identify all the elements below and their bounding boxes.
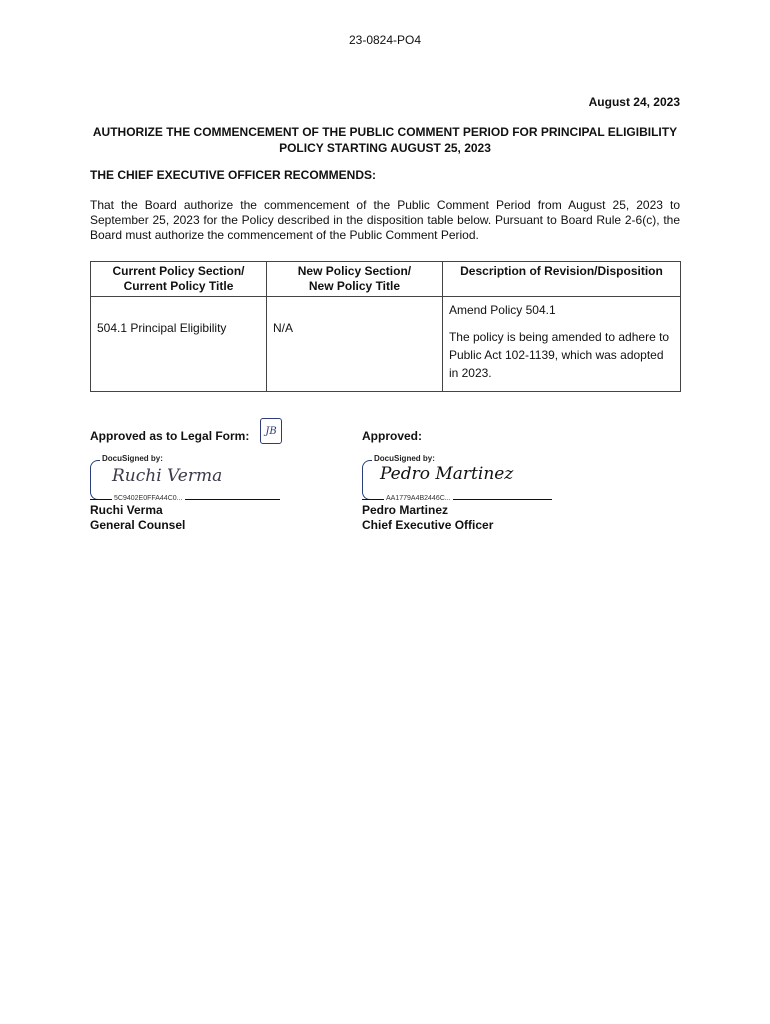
ceo-signature: Pedro Martinez (380, 464, 514, 484)
legal-title: General Counsel (90, 518, 186, 532)
docusigned-label: DocuSigned by: (102, 454, 163, 463)
cell-description (442, 297, 680, 392)
legal-signature-block (90, 454, 280, 500)
legal-signatory (90, 503, 185, 533)
cell-current-policy (91, 297, 267, 392)
header-description: Description of Revision/Disposition (442, 262, 680, 297)
ceo-name: Pedro Martinez (362, 503, 449, 517)
current-policy-text: 504.1 Principal Eligibility (97, 321, 227, 335)
legal-signature: Ruchi Verma (112, 466, 223, 486)
header-new-line1: New Policy Section/ (297, 264, 412, 278)
legal-name: Ruchi Verma (90, 503, 163, 517)
header-new-line2: New Policy Title (308, 279, 401, 293)
recommendation-paragraph: That the Board authorize the commencement of the Public Comment Period from August 25, 2023 to September 25, 2023 for the Policy described in the disposition table below. Pursuant to Board Rule 2-6(c), the Board must authorize the commencement of the Public Comment Period. (90, 198, 680, 242)
table-row (91, 297, 681, 392)
recommends-heading: THE CHIEF EXECUTIVE OFFICER RECOMMENDS: (90, 168, 377, 182)
new-policy-text: N/A (272, 321, 293, 335)
document-date: August 24, 2023 (588, 95, 680, 109)
envelope-code: AA1779A4B2446C... (386, 495, 451, 502)
ceo-title: Chief Executive Officer (362, 518, 494, 532)
description-line2: The policy is being amended to adhere to Public Act 102-1139, which was adopted in 2023. (448, 330, 670, 380)
signature-frame (362, 460, 381, 500)
cell-new-policy (266, 297, 442, 392)
envelope-code: 5C9402E0FFA44C0... (114, 495, 183, 502)
document-title: AUTHORIZE THE COMMENCEMENT OF THE PUBLIC COMMENT PERIOD FOR PRINCIPAL ELIGIBILITY POLICY STARTING AUGUST 25, 2023 (92, 125, 678, 155)
header-current-policy (91, 262, 267, 297)
disposition-table (90, 261, 681, 392)
legal-form-label: Approved as to Legal Form: (90, 429, 250, 443)
header-current-line2: Current Policy Title (123, 279, 234, 293)
header-new-policy (266, 262, 442, 297)
ceo-signature-block (362, 454, 552, 500)
table-header-row (91, 262, 681, 297)
ceo-signatory (362, 503, 493, 533)
description-line1: Amend Policy 504.1 (448, 303, 556, 317)
header-current-line1: Current Policy Section/ (112, 264, 245, 278)
signature-frame (90, 460, 109, 500)
document-id: 23-0824-PO4 (348, 33, 422, 47)
initials-stamp: JB (260, 418, 282, 444)
approved-label: Approved: (362, 429, 422, 443)
docusigned-label: DocuSigned by: (374, 454, 435, 463)
